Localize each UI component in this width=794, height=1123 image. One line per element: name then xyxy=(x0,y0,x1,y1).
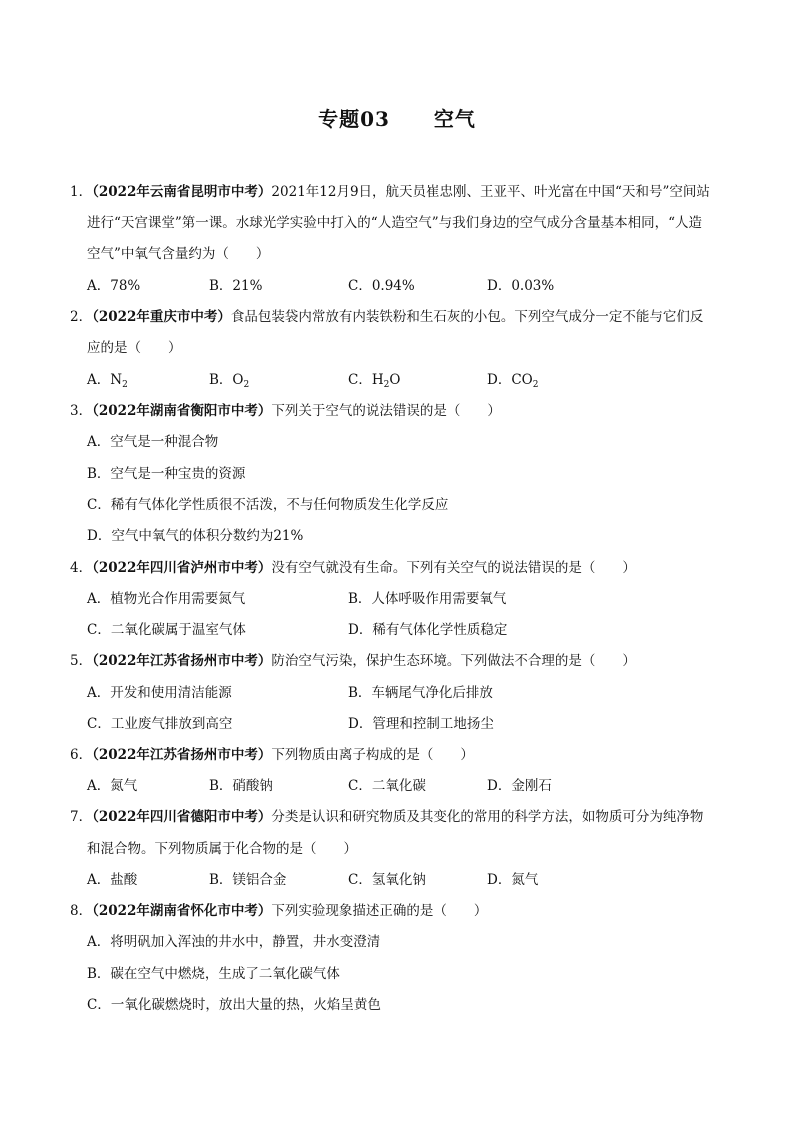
question-2 xyxy=(70,308,703,326)
option-d: D．管理和控制工地扬尘 xyxy=(348,716,494,732)
option-b: B．21% xyxy=(209,278,263,294)
option-c: C．二氧化碳 xyxy=(348,778,426,794)
option-a: A．植物光合作用需要氮气 xyxy=(87,591,246,607)
option-d: D．金刚石 xyxy=(487,778,552,794)
question-number: 2． xyxy=(70,309,93,325)
option-c: C．$H_2O$ xyxy=(348,372,401,390)
question-5 xyxy=(70,652,636,670)
option-b: B．硝酸钠 xyxy=(209,778,273,794)
topic-name: 空气 xyxy=(433,107,476,131)
question-source: （2022年重庆市中考） xyxy=(92,309,231,325)
option-c: C．工业废气排放到高空 xyxy=(87,716,233,732)
page-title xyxy=(0,103,794,132)
question-1 xyxy=(70,183,710,201)
question-6 xyxy=(70,746,474,764)
option-d: D．稀有气体化学性质稳定 xyxy=(348,622,508,638)
question-text: 进行“天宫课堂”第一课。水球光学实验中打入的“人造空气”与我们身边的空气成分含量基本相同，“人造 xyxy=(87,215,703,231)
option-d: D．0.03% xyxy=(487,278,555,294)
option-d: D．氮气 xyxy=(487,872,539,888)
question-text: 下列关于空气的说法错误的是（ ） xyxy=(271,403,501,419)
option-d: D．$CO_2$ xyxy=(487,372,539,390)
question-text: 下列实验现象描述正确的是（ ） xyxy=(271,903,488,919)
question-number: 6． xyxy=(70,747,93,763)
question-text: 分类是认识和研究物质及其变化的常用的科学方法，如物质可分为纯净物 xyxy=(271,809,704,825)
option-c: C．氢氧化钠 xyxy=(348,872,426,888)
option-b: B．碳在空气中燃烧，生成了二氧化碳气体 xyxy=(87,966,340,982)
question-text: 下列物质由离子构成的是（ ） xyxy=(271,747,474,763)
question-text: 没有空气就没有生命。下列有关空气的说法错误的是（ ） xyxy=(271,560,636,576)
question-text: 食品包装袋内常放有内装铁粉和生石灰的小包。下列空气成分一定不能与它们反 xyxy=(230,309,704,325)
question-source: （2022年湖南省衡阳市中考） xyxy=(92,403,272,419)
option-a: A．氮气 xyxy=(87,778,138,794)
question-number: 5． xyxy=(70,653,93,669)
option-a: A．将明矾加入浑浊的井水中，静置，井水变澄清 xyxy=(87,934,381,950)
option-b: B．车辆尾气净化后排放 xyxy=(348,685,493,701)
question-text: 空气”中氧气含量约为（ ） xyxy=(87,246,270,262)
question-number: 4． xyxy=(70,560,93,576)
option-b: B．空气是一种宝贵的资源 xyxy=(87,466,246,482)
option-a: A．$N_2$ xyxy=(87,372,128,390)
question-source: （2022年云南省昆明市中考） xyxy=(92,184,272,200)
question-number: 1． xyxy=(70,184,93,200)
question-text: 2021年12月9日，航天员崔忠刚、王亚平、叶光富在中国“天和号”空间站 xyxy=(271,184,710,200)
option-a: A．空气是一种混合物 xyxy=(87,434,219,450)
question-text: 防治空气污染，保护生态环境。下列做法不合理的是（ ） xyxy=(271,653,636,669)
option-a: A．开发和使用清洁能源 xyxy=(87,685,232,701)
option-b: B．人体呼吸作用需要氧气 xyxy=(348,591,507,607)
topic-number: 专题03 xyxy=(318,107,390,131)
question-number: 3． xyxy=(70,403,93,419)
question-7 xyxy=(70,808,703,826)
option-c: C．一氧化碳燃烧时，放出大量的热，火焰呈黄色 xyxy=(87,997,381,1013)
option-b: B．$O_2$ xyxy=(209,372,250,390)
option-a: A．盐酸 xyxy=(87,872,138,888)
question-number: 7． xyxy=(70,809,93,825)
option-c: C．二氧化碳属于温室气体 xyxy=(87,622,246,638)
question-text: 和混合物。下列物质属于化合物的是（ ） xyxy=(87,841,357,857)
question-4 xyxy=(70,559,636,577)
option-a: A．78% xyxy=(87,278,141,294)
question-text: 应的是（ ） xyxy=(87,340,182,356)
question-source: （2022年四川省德阳市中考） xyxy=(92,809,272,825)
option-c: C．稀有气体化学性质很不活泼，不与任何物质发生化学反应 xyxy=(87,497,449,513)
question-source: （2022年江苏省扬州市中考） xyxy=(92,747,272,763)
option-b: B．镁铝合金 xyxy=(209,872,287,888)
question-source: （2022年江苏省扬州市中考） xyxy=(92,653,272,669)
option-d: D．空气中氧气的体积分数约为21% xyxy=(87,528,304,544)
question-3 xyxy=(70,402,501,420)
question-number: 8． xyxy=(70,903,93,919)
question-source: （2022年四川省泸州市中考） xyxy=(92,560,272,576)
option-c: C．0.94% xyxy=(348,278,415,294)
question-source: （2022年湖南省怀化市中考） xyxy=(92,903,272,919)
question-8 xyxy=(70,902,487,920)
